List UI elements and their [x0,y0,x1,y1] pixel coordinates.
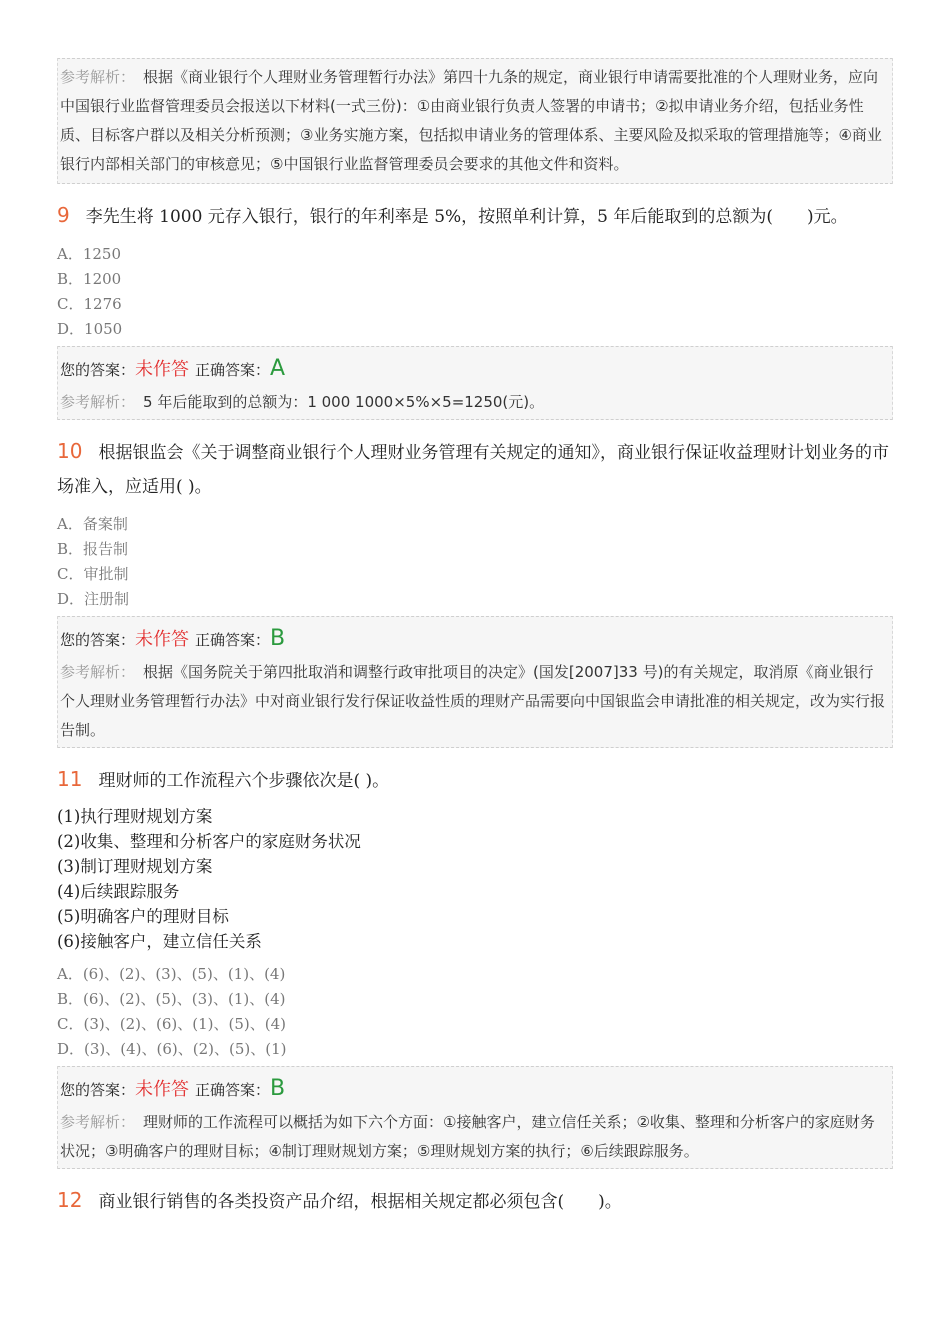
answer-box [57,1066,893,1169]
question-number: 10 [57,439,83,463]
analysis-text: 根据《国务院关于第四批取消和调整行政审批项目的决定》(国发[2007]33 号)的有关规定，取消原《商业银行个人理财业务管理暂行办法》中对商业银行发行保证收益性质的理财产品需要向中国银监会申请批准的相关规定，改为实行报告制。 [60,663,886,739]
correct-answer-value: B [270,1076,286,1101]
answer-box [57,346,893,420]
step-item: (6)接触客户，建立信任关系 [57,932,262,951]
your-answer-value: 未作答 [135,629,190,650]
question-12 [57,1183,893,1219]
question-text: 李先生将 1000 元存入银行，银行的年利率是 5%，按照单利计算，5 年后能取到的总额为( )元。 [85,207,848,227]
step-item: (3)制订理财规划方案 [57,857,213,876]
analysis-label: 参考解析： [60,663,136,681]
step-item: (1)执行理财规划方案 [57,807,213,826]
analysis-text: 根据《商业银行个人理财业务管理暂行办法》第四十九条的规定，商业银行申请需要批准的个人理财业务，应向中国银行业监督管理委员会报送以下材料(一式三份)：①由商业银行负责人签署的申请书；②拟申请业务介绍，包括业务性质、目标客户群以及相关分析预测；③业务实施方案，包括拟申请业务的管理体系、主要风险及拟采取的管理措施等；④商业银行内部相关部门的审核意见；⑤中国银行业监督管理委员会要求的其他文件和资料。 [60,68,882,173]
option-d[interactable]: D．注册制 [57,590,130,608]
exam-page [57,58,893,1219]
steps-list [57,804,893,954]
analysis-text: 理财师的工作流程可以概括为如下六个方面：①接触客户，建立信任关系；②收集、整理和分析客户的家庭财务状况；③明确客户的理财目标；④制订理财规划方案；⑤理财规划方案的执行；⑥后续跟踪服务。 [60,1113,875,1160]
option-b[interactable]: B．报告制 [57,540,129,558]
options-list [57,242,893,342]
analysis-label: 参考解析： [60,68,136,86]
option-a[interactable]: A．备案制 [57,515,128,533]
analysis [60,1106,886,1166]
options-list [57,512,893,612]
option-b[interactable]: B．(6)、(2)、(5)、(3)、(1)、(4) [57,990,286,1008]
option-d[interactable]: D．1050 [57,320,123,338]
question-11 [57,762,893,798]
question-text: 理财师的工作流程六个步骤依次是( )。 [98,771,390,791]
option-a[interactable]: A．(6)、(2)、(3)、(5)、(1)、(4) [57,965,286,983]
option-b[interactable]: B．1200 [57,270,122,288]
analysis [60,656,886,745]
option-c[interactable]: C．1276 [57,295,122,313]
question-number: 12 [57,1188,83,1212]
correct-answer-label: 正确答案： [195,631,271,649]
answer-box [57,616,893,748]
analysis-text: 5 年后能取到的总额为：1 000 1000×5%×5=1250(元)。 [143,393,545,411]
correct-answer-value: A [270,356,286,381]
question-number: 11 [57,767,83,791]
analysis [60,386,886,417]
your-answer-value: 未作答 [135,1079,190,1100]
option-c[interactable]: C．审批制 [57,565,129,583]
correct-answer-label: 正确答案： [195,361,271,379]
correct-answer-value: B [270,626,286,651]
your-answer-label: 您的答案： [60,361,136,379]
option-a[interactable]: A．1250 [57,245,122,263]
prev-analysis-box [57,58,893,184]
your-answer-label: 您的答案： [60,1081,136,1099]
question-9 [57,198,893,234]
answer-line [60,1073,886,1106]
step-item: (5)明确客户的理财目标 [57,907,229,926]
step-item: (4)后续跟踪服务 [57,882,180,901]
option-d[interactable]: D．(3)、(4)、(6)、(2)、(5)、(1) [57,1040,287,1058]
your-answer-value: 未作答 [135,359,190,380]
your-answer-label: 您的答案： [60,631,136,649]
analysis-label: 参考解析： [60,1113,136,1131]
answer-line [60,623,886,656]
option-c[interactable]: C．(3)、(2)、(6)、(1)、(5)、(4) [57,1015,286,1033]
question-10 [57,434,893,504]
step-item: (2)收集、整理和分析客户的家庭财务状况 [57,832,361,851]
analysis-label: 参考解析： [60,393,136,411]
question-number: 9 [57,203,70,227]
answer-line [60,353,886,386]
options-list [57,962,893,1062]
question-text: 商业银行销售的各类投资产品介绍，根据相关规定都必须包含( )。 [98,1192,622,1212]
question-text: 根据银监会《关于调整商业银行个人理财业务管理有关规定的通知》，商业银行保证收益理财计划业务的市场准入，应适用( )。 [57,443,889,497]
correct-answer-label: 正确答案： [195,1081,271,1099]
